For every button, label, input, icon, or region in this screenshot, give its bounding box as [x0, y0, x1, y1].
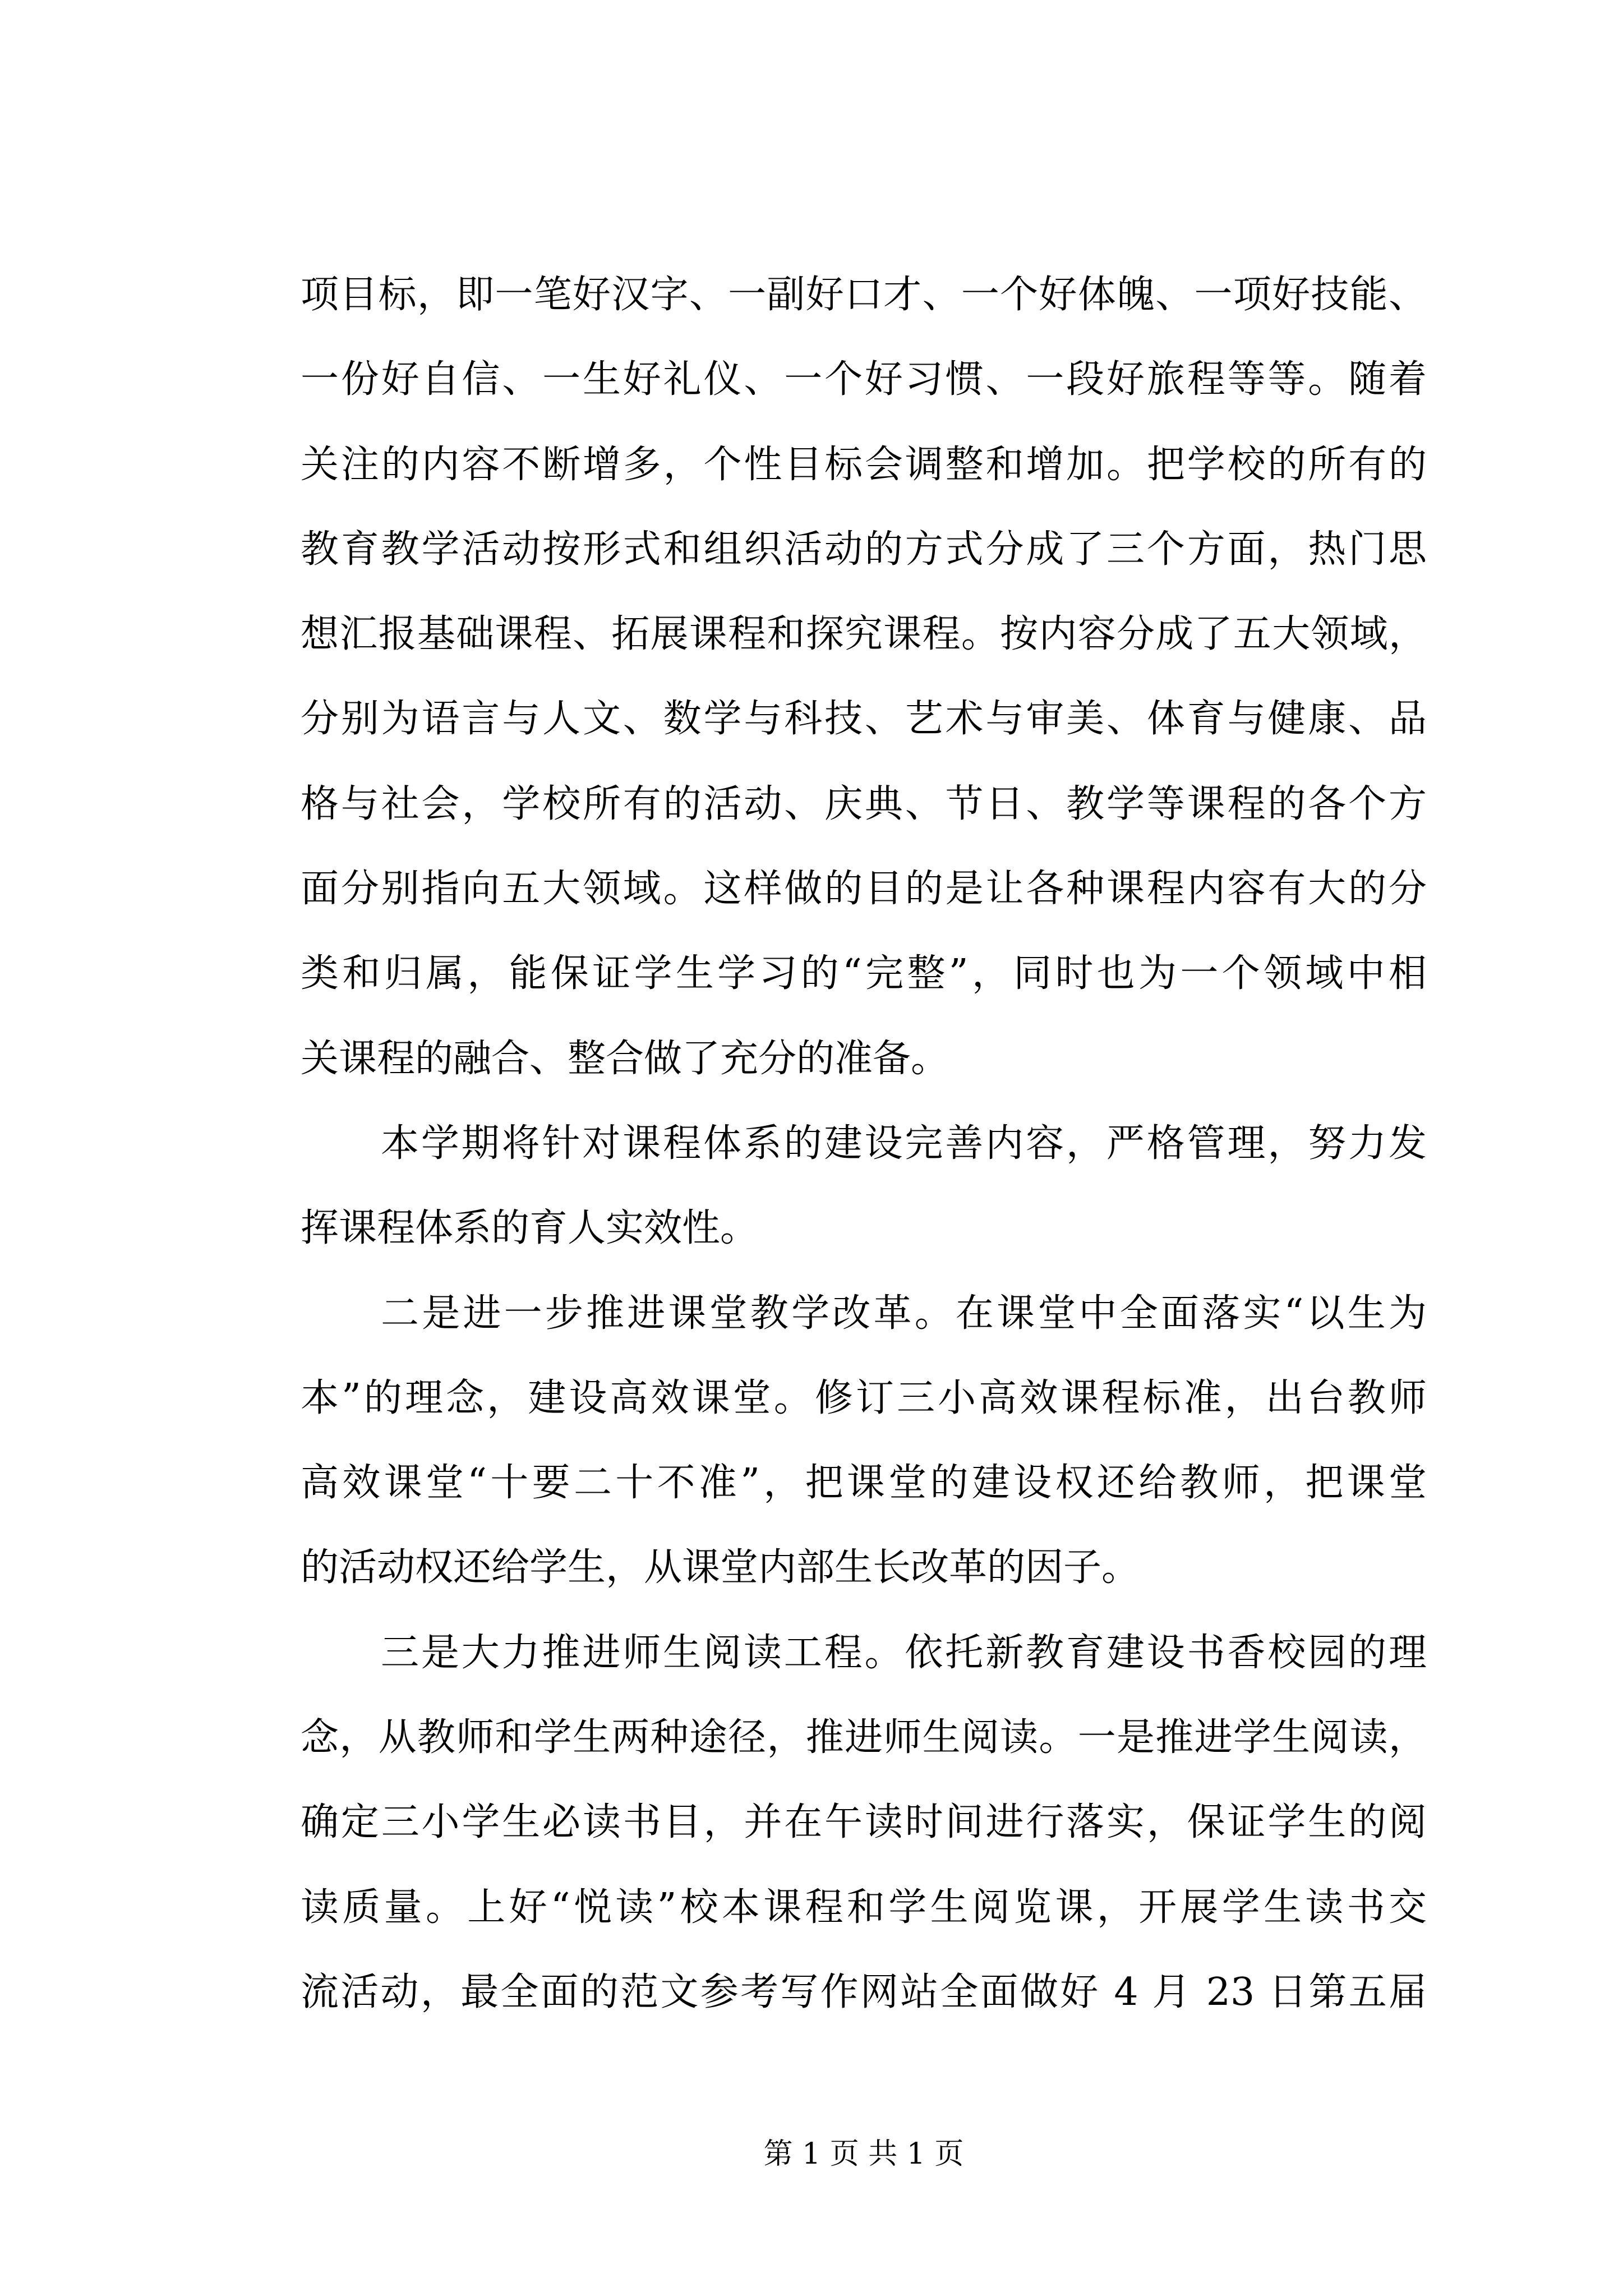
text-line: 确定三小学生必读书目，并在午读时间进行落实，保证学生的阅: [301, 1800, 1427, 1845]
text-line: 流活动，最全面的范文参考写作网站全面做好 4 月 23 日第五届: [301, 1970, 1427, 2014]
text-line: 挥课程体系的育人实效性。: [301, 1206, 759, 1251]
page-number-footer: 第 1 页 共 1 页: [763, 2137, 964, 2171]
text-line: 关课程的融合、整合做了充分的准备。: [301, 1036, 949, 1081]
text-line: 二是进一步推进课堂教学改革。在课堂中全面落实“以生为: [381, 1291, 1427, 1336]
paragraph: [301, 252, 1427, 1101]
paragraph: [301, 1611, 1427, 2035]
text-line: 关注的内容不断增多，个性目标会调整和增加。把学校的所有的: [301, 442, 1427, 487]
paragraph: [301, 1101, 1427, 1271]
text-line: 读质量。上好“悦读”校本课程和学生阅览课，开展学生读书交: [301, 1885, 1427, 1930]
text-line: 分别为语言与人文、数学与科技、艺术与审美、体育与健康、品: [301, 697, 1427, 742]
text-line: 本”的理念，建设高效课堂。修订三小高效课程标准，出台教师: [301, 1375, 1427, 1420]
text-line: 类和归属，能保证学生学习的“完整”，同时也为一个领域中相: [301, 951, 1427, 996]
text-line: 想汇报基础课程、拓展课程和探究课程。按内容分成了五大领域，: [301, 612, 1427, 657]
text-line: 高效课堂“十要二十不准”，把课堂的建设权还给教师，把课堂: [301, 1461, 1427, 1506]
text-line: 格与社会，学校所有的活动、庆典、节日、教学等课程的各个方: [301, 781, 1427, 826]
paragraph: [301, 1271, 1427, 1611]
text-line: 三是大力推进师生阅读工程。依托新教育建设书香校园的理: [381, 1630, 1427, 1675]
text-line: 一份好自信、一生好礼仪、一个好习惯、一段好旅程等等。随着: [301, 357, 1427, 402]
text-line: 面分别指向五大领域。这样做的目的是让各种课程内容有大的分: [301, 867, 1427, 912]
document-body: [301, 252, 1427, 2035]
text-line: 念，从教师和学生两种途径，推进师生阅读。一是推进学生阅读，: [301, 1715, 1427, 1760]
text-line: 本学期将针对课程体系的建设完善内容，严格管理，努力发: [381, 1121, 1427, 1166]
text-line: 教育教学活动按形式和组织活动的方式分成了三个方面，热门思: [301, 527, 1427, 572]
text-line: 项目标，即一笔好汉字、一副好口才、一个好体魄、一项好技能、: [301, 273, 1427, 317]
text-line: 的活动权还给学生，从课堂内部生长改革的因子。: [301, 1545, 1140, 1590]
